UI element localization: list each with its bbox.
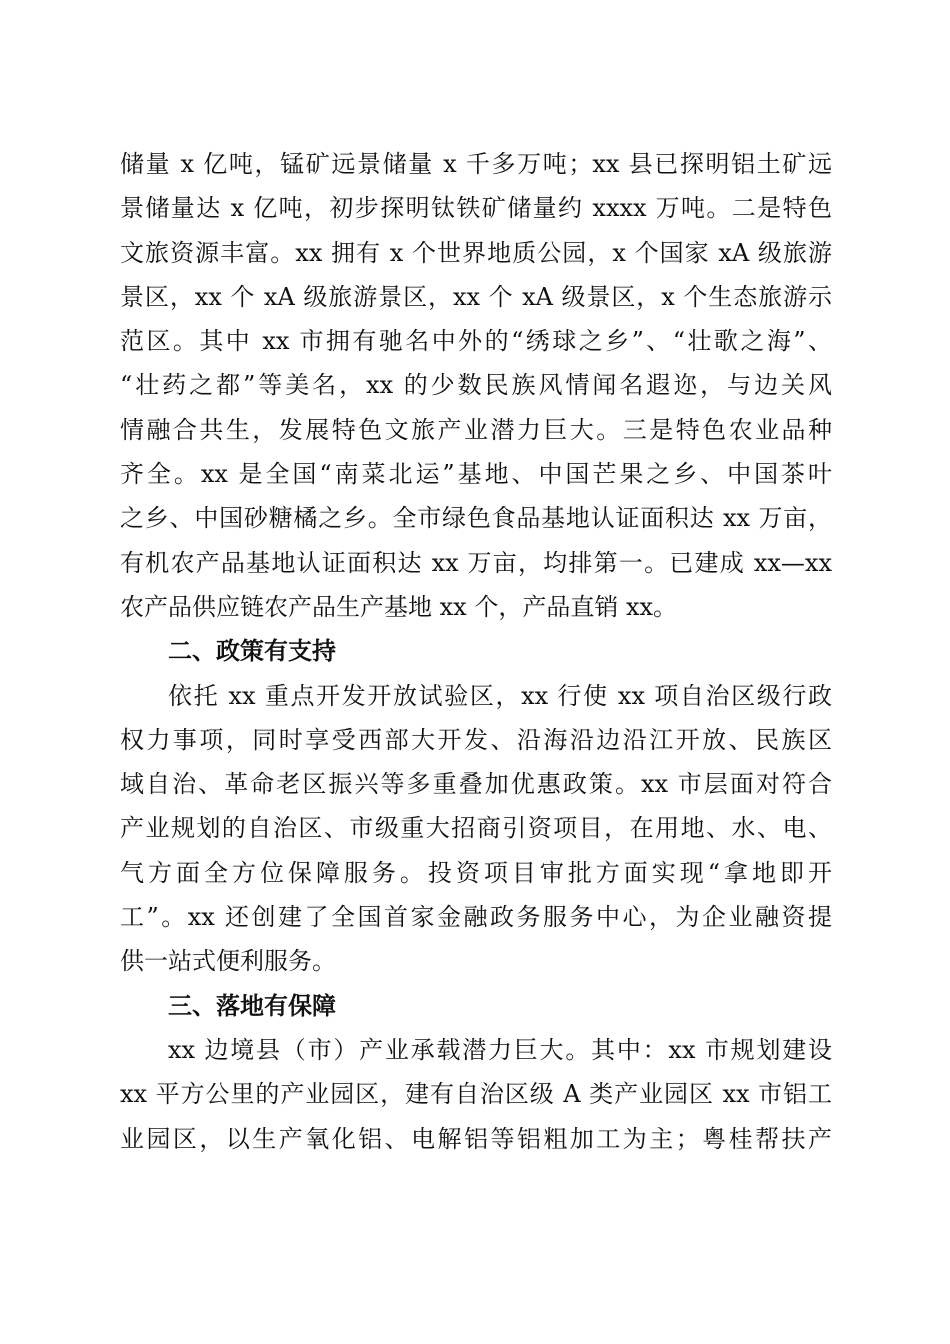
- paragraph-line: 文旅资源丰富。xx 拥有 x 个世界地质公园，x 个国家 xA 级旅游: [120, 238, 832, 267]
- paragraph-line: 有机农产品基地认证面积达 xx 万亩，均排第一。已建成 xx—xx: [120, 548, 832, 577]
- document-body: [120, 142, 832, 1161]
- paragraph-line: 齐全。xx 是全国“南菜北运”基地、中国芒果之乡、中国茶叶: [120, 460, 832, 489]
- paragraph-line: 储量 x 亿吨，锰矿远景储量 x 千多万吨；xx 县已探明铝土矿远: [120, 150, 832, 178]
- paragraph-line: 域自治、革命老区振兴等多重叠加优惠政策。xx 市层面对符合: [120, 770, 832, 799]
- paragraph-line: 景储量达 x 亿吨，初步探明钛铁矿储量约 xxxx 万吨。二是特色: [120, 194, 832, 223]
- section-heading: 二、政策有支持: [168, 637, 336, 666]
- paragraph-line: 情融合共生，发展特色文旅产业潜力巨大。三是特色农业品种: [120, 415, 832, 444]
- paragraph-line: “壮药之都”等美名，xx 的少数民族风情闻名遐迩，与边关风: [120, 371, 832, 400]
- paragraph-line: 景区，xx 个 xA 级旅游景区，xx 个 xA 级景区，x 个生态旅游示: [120, 282, 832, 311]
- paragraph-line: 依托 xx 重点开发开放试验区，xx 行使 xx 项自治区级行政: [168, 681, 832, 710]
- paragraph-line: 工”。xx 还创建了全国首家金融政务服务中心，为企业融资提: [120, 903, 832, 932]
- paragraph-line: 权力事项，同时享受西部大开发、沿海沿边沿江开放、民族区: [120, 725, 832, 754]
- paragraph-line: 供一站式便利服务。: [120, 947, 336, 976]
- paragraph-line: 范区。其中 xx 市拥有驰名中外的“绣球之乡”、“壮歌之海”、: [120, 327, 832, 356]
- paragraph-line: xx 平方公里的产业园区，建有自治区级 A 类产业园区 xx 市铝工: [120, 1080, 832, 1109]
- paragraph-line: 气方面全方位保障服务。投资项目审批方面实现“拿地即开: [120, 858, 832, 887]
- section-heading: 三、落地有保障: [168, 991, 336, 1020]
- paragraph-line: 之乡、中国砂糖橘之乡。全市绿色食品基地认证面积达 xx 万亩，: [120, 504, 832, 533]
- paragraph-line: 业园区，以生产氧化铝、电解铝等铝粗加工为主；粤桂帮扶产: [120, 1124, 832, 1153]
- paragraph-line: xx 边境县（市）产业承载潜力巨大。其中：xx 市规划建设: [168, 1035, 832, 1064]
- paragraph-line: 产业规划的自治区、市级重大招商引资项目，在用地、水、电、: [120, 814, 832, 843]
- paragraph-line: 农产品供应链农产品生产基地 xx 个，产品直销 xx。: [120, 592, 678, 621]
